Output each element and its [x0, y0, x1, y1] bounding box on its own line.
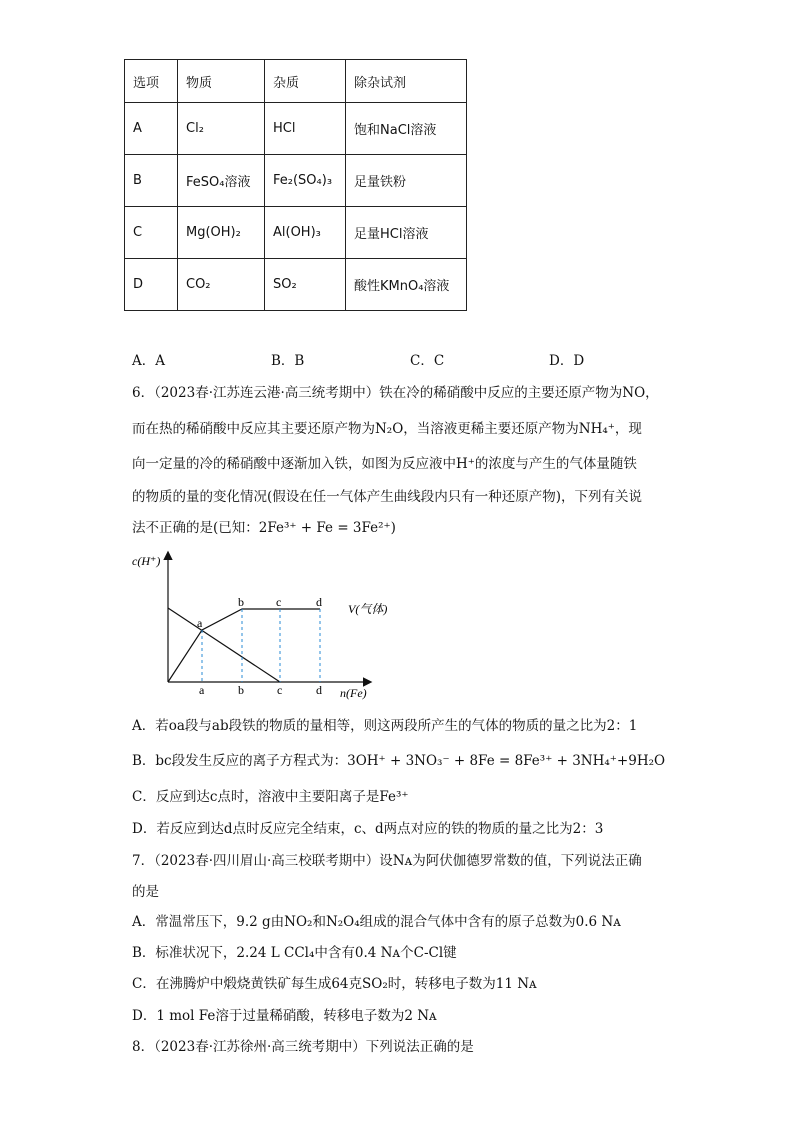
table-cell: SO₂: [265, 259, 346, 311]
table-cell: A: [125, 103, 178, 155]
x-tick-label: b: [238, 683, 244, 697]
top-label: b: [238, 595, 244, 609]
table-cell: HCl: [265, 103, 346, 155]
choice-d[interactable]: D．D: [549, 353, 585, 369]
table-cell: FeSO₄溶液: [178, 155, 265, 207]
q6-stem-line: 法不正确的是(已知：2Fe³⁺ + Fe = 3Fe²⁺): [132, 520, 396, 536]
table-row: [125, 155, 467, 207]
x-axis-label: n(Fe): [340, 686, 367, 700]
table-cell: Mg(OH)₂: [178, 207, 265, 259]
top-label: c: [276, 595, 282, 609]
q6-option-b[interactable]: B．bc段发生反应的离子方程式为：3OH⁺ + 3NO₃⁻ + 8Fe = 8Fe³⁺ + 3NH₄⁺+9H₂O: [132, 753, 666, 769]
table-cell: C: [125, 207, 178, 259]
table-header-row: [125, 60, 467, 103]
q6-stem-line: 6．（2023春·江苏连云港·高三统考期中）铁在冷的稀硝酸中反应的主要还原产物为NO，: [132, 385, 659, 401]
table-cell: D: [125, 259, 178, 311]
x-tick-label: a: [199, 683, 205, 697]
q6-option-a[interactable]: A．若oa段与ab段铁的物质的量相等，则这两段所产生的气体的物质的量之比为2：1: [132, 718, 638, 734]
gas-volume-curve: [168, 609, 320, 682]
q7-option-a[interactable]: A．常温常压下，9.2 g由NO₂和N₂O₄组成的混合气体中含有的原子总数为0.6 Nᴀ: [132, 914, 621, 930]
table-cell: 饱和NaCl溶液: [346, 103, 467, 155]
table-cell: Fe₂(SO₄)₃: [265, 155, 346, 207]
q8-stem-line: 8．（2023春·江苏徐州·高三统考期中）下列说法正确的是: [132, 1039, 474, 1055]
impurity-table: [124, 59, 467, 311]
reaction-graph: [120, 545, 400, 705]
choice-a[interactable]: A．A: [132, 353, 165, 369]
point-a-label: a: [197, 616, 203, 630]
table-header-cell: 杂质: [265, 60, 346, 103]
q6-stem-line: 向一定量的冷的稀硝酸中逐渐加入铁，如图为反应液中H⁺的浓度与产生的气体量随铁: [132, 456, 637, 472]
q6-option-d[interactable]: D．若反应到达d点时反应完全结束，c、d两点对应的铁的物质的量之比为2：3: [132, 821, 604, 837]
y-axis-label: c(H⁺): [132, 554, 161, 568]
top-label: d: [316, 595, 322, 609]
table-row: [125, 207, 467, 259]
choice-c[interactable]: C．C: [410, 353, 445, 369]
q6-option-c[interactable]: C．反应到达c点时，溶液中主要阳离子是Fe³⁺: [132, 789, 409, 805]
table-cell: Cl₂: [178, 103, 265, 155]
q7-stem-line: 的是: [132, 884, 159, 900]
q7-option-c[interactable]: C．在沸腾炉中煅烧黄铁矿每生成64克SO₂时，转移电子数为11 Nᴀ: [132, 976, 537, 992]
q6-stem-line: 而在热的稀硝酸中反应其主要还原产物为N₂O，当溶液更稀主要还原产物为NH₄⁺，现: [132, 421, 642, 437]
x-tick-label: d: [316, 683, 322, 697]
table-cell: Al(OH)₃: [265, 207, 346, 259]
table-cell: CO₂: [178, 259, 265, 311]
table-cell: B: [125, 155, 178, 207]
table-row: [125, 259, 467, 311]
choice-b[interactable]: B．B: [271, 353, 305, 369]
curve-label: V(气体): [348, 602, 388, 616]
table-header-cell: 除杂试剂: [346, 60, 467, 103]
table-cell: 酸性KMnO₄溶液: [346, 259, 467, 311]
table-header-cell: 物质: [178, 60, 265, 103]
x-tick-label: c: [277, 683, 283, 697]
table-cell: 足量铁粉: [346, 155, 467, 207]
table-header-cell: 选项: [125, 60, 178, 103]
q7-option-b[interactable]: B．标准状况下，2.24 L CCl₄中含有0.4 Nᴀ个C-Cl键: [132, 945, 457, 961]
q7-option-d[interactable]: D．1 mol Fe溶于过量稀硝酸，转移电子数为2 Nᴀ: [132, 1008, 437, 1024]
q6-stem-line: 的物质的量的变化情况(假设在任一气体产生曲线段内只有一种还原产物)，下列有关说: [132, 489, 643, 505]
table-cell: 足量HCl溶液: [346, 207, 467, 259]
table-row: [125, 103, 467, 155]
q7-stem-line: 7．（2023春·四川眉山·高三校联考期中）设Nᴀ为阿伏伽德罗常数的值，下列说法正确: [132, 853, 642, 869]
